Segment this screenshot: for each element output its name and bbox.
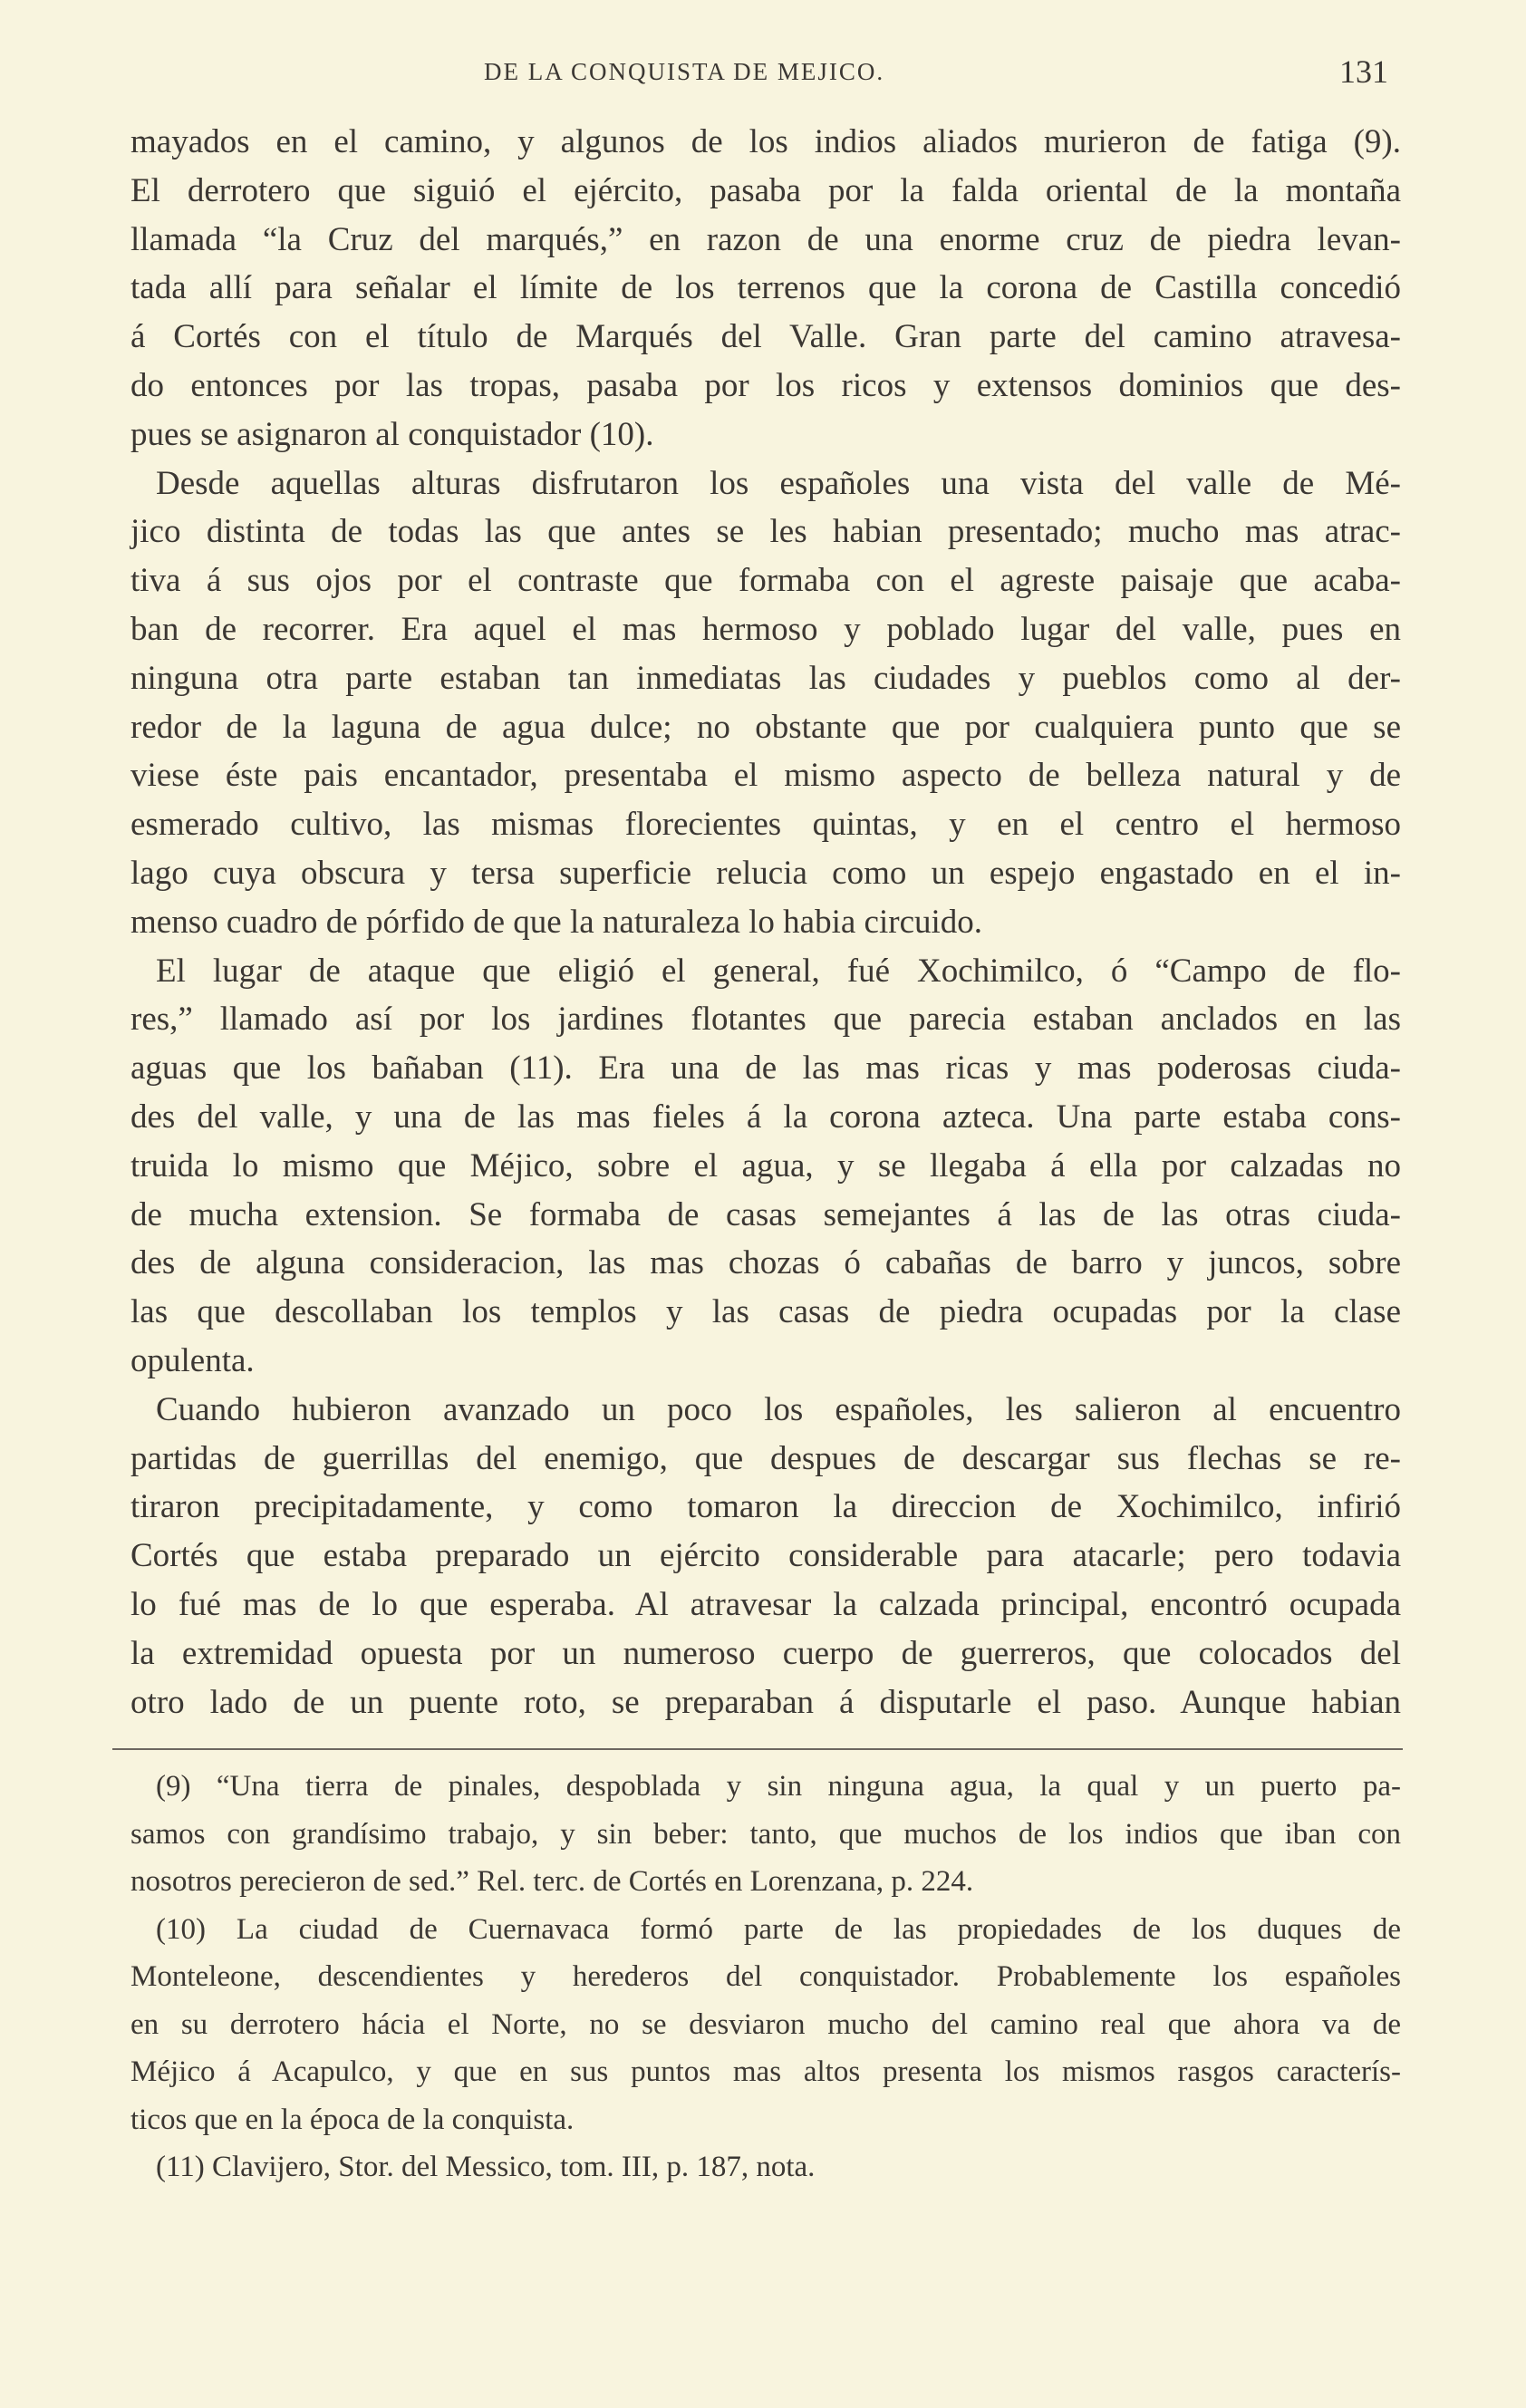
text-line: jico distinta de todas las que antes se les habian presentado; mucho mas atrac- (130, 513, 1401, 551)
text-line: opulenta. (130, 1341, 255, 1379)
text-line: ninguna otra parte estaban tan inmediatas las ciudades y pueblos como al der- (130, 659, 1401, 697)
paragraph (130, 459, 1401, 947)
text-line: de mucha extension. Se formaba de casas semejantes á las de las otras ciuda- (130, 1195, 1401, 1233)
text-line: redor de la laguna de agua dulce; no obstante que por cualquiera punto que se (130, 708, 1401, 746)
footnote-line: (9) “Una tierra de pinales, despoblada y sin ninguna agua, la qual y un puerto pa- (156, 1770, 1401, 1803)
text-line: tiva á sus ojos por el contraste que formaba con el agreste paisaje que acaba- (130, 562, 1401, 600)
paragraph (130, 1386, 1401, 1727)
running-title: DE LA CONQUISTA DE MEJICO. (484, 58, 885, 85)
text-line: menso cuadro de pórfido de que la naturaleza lo habia circuido. (130, 903, 983, 941)
text-line: des del valle, y una de las mas fieles á la corona azteca. Una parte estaba cons- (130, 1098, 1401, 1136)
text-line: las que descollaban los templos y las casas de piedra ocupadas por la clase (130, 1293, 1401, 1331)
paragraph (130, 947, 1401, 1386)
text-line: otro lado de un puente roto, se preparaban á disputarle el paso. Aunque habian (130, 1683, 1401, 1721)
text-line: Desde aquellas alturas disfrutaron los españoles una vista del valle de Mé- (156, 464, 1401, 502)
text-line: lago cuya obscura y tersa superficie relucia como un espejo engastado en el in- (130, 854, 1401, 892)
text-line: truida lo mismo que Méjico, sobre el agua, y se llegaba á ella por calzadas no (130, 1146, 1401, 1185)
running-header (130, 53, 1401, 89)
footnote-divider (112, 1748, 1403, 1750)
body-text (130, 118, 1401, 1726)
footnotes (130, 1763, 1401, 2191)
text-line: Cortés que estaba preparado un ejército considerable para atacarle; pero todavia (130, 1537, 1401, 1575)
text-line: á Cortés con el título de Marqués del Valle. Gran parte del camino atravesa- (130, 318, 1401, 356)
text-line: Cuando hubieron avanzado un poco los españoles, les salieron al encuentro (156, 1390, 1401, 1428)
text-line: mayados en el camino, y algunos de los indios aliados murieron de fatiga (9). (130, 123, 1401, 160)
text-line: ban de recorrer. Era aquel el mas hermoso y poblado lugar del valle, pues en (130, 610, 1401, 648)
text-line: lo fué mas de lo que esperaba. Al atravesar la calzada principal, encontró ocupada (130, 1585, 1401, 1623)
text-line: tada allí para señalar el límite de los terrenos que la corona de Castilla concedió (130, 269, 1401, 307)
footnote-line: samos con grandísimo trabajo, y sin beber: tanto, que muchos de los indios que iban con (130, 1817, 1401, 1851)
footnote-line: Méjico á Acapulco, y que en sus puntos mas altos presenta los mismos rasgos caracterís- (130, 2055, 1401, 2088)
footnote-line: (10) La ciudad de Cuernavaca formó parte de las propiedades de los duques de (156, 1912, 1401, 1946)
text-line: tiraron precipitadamente, y como tomaron la direccion de Xochimilco, infirió (130, 1488, 1401, 1526)
text-line: des de alguna consideracion, las mas chozas ó cabañas de barro y juncos, sobre (130, 1244, 1401, 1282)
footnote (130, 1763, 1401, 1906)
text-line: viese éste pais encantador, presentaba el mismo aspecto de belleza natural y de (130, 757, 1401, 795)
footnote-line: en su derrotero hácia el Norte, no se desviaron mucho del camino real que ahora va de (130, 2007, 1401, 2041)
text-line: res,” llamado así por los jardines flotantes que parecia estaban anclados en las (130, 1001, 1401, 1039)
footnote (130, 2143, 1401, 2191)
text-line: El derrotero que siguió el ejército, pasaba por la falda oriental de la montaña (130, 171, 1401, 209)
text-line: aguas que los bañaban (11). Era una de las mas ricas y mas poderosas ciuda- (130, 1049, 1401, 1088)
text-line: la extremidad opuesta por un numeroso cuerpo de guerreros, que colocados del (130, 1634, 1401, 1672)
paragraph (130, 118, 1401, 459)
text-line: esmerado cultivo, las mismas florecientes quintas, y en el centro el hermoso (130, 806, 1401, 844)
text-line: do entonces por las tropas, pasaba por los ricos y extensos dominios que des- (130, 366, 1401, 404)
footnote-line: ticos que en la época de la conquista. (130, 2103, 575, 2136)
footnote-line: (11) Clavijero, Stor. del Messico, tom. III, p. 187, nota. (156, 2151, 816, 2183)
page-number: 131 (1339, 53, 1388, 90)
text-line: El lugar de ataque que eligió el general, fué Xochimilco, ó “Campo de flo- (156, 952, 1401, 990)
footnote-line: Monteleone, descendientes y herederos del conquistador. Probablemente los españoles (130, 1960, 1401, 1993)
text-line: partidas de guerrillas del enemigo, que despues de descargar sus flechas se re- (130, 1439, 1401, 1477)
footnote-line: nosotros perecieron de sed.” Rel. terc. de Cortés en Lorenzana, p. 224. (130, 1865, 974, 1898)
text-line: llamada “la Cruz del marqués,” en razon de una enorme cruz de piedra levan- (130, 220, 1401, 258)
footnote (130, 1906, 1401, 2144)
text-line: pues se asignaron al conquistador (10). (130, 415, 654, 453)
